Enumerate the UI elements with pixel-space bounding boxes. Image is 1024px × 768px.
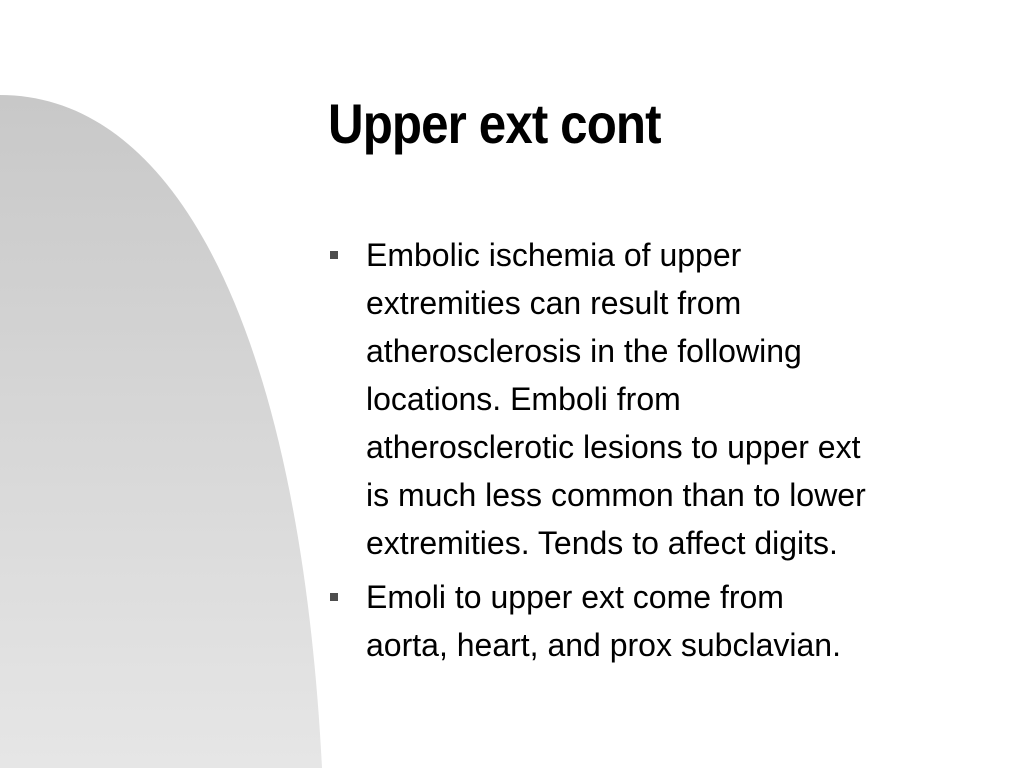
bullet-line: atherosclerosis in the following — [366, 333, 802, 369]
bullet-item — [326, 573, 1006, 669]
slide-title: Upper ext cont — [328, 92, 661, 155]
bullet-line: Emoli to upper ext come from — [366, 579, 784, 615]
bullet-line: locations. Emboli from — [366, 381, 681, 417]
bullet-item — [326, 231, 1006, 567]
background-arc — [0, 95, 322, 768]
bullet-line: is much less common than to lower — [366, 477, 866, 513]
bullet-line: extremities can result from — [366, 285, 742, 321]
bullet-list — [326, 231, 1006, 675]
square-bullet-icon — [330, 251, 338, 259]
bullet-line: Embolic ischemia of upper — [366, 237, 742, 273]
bullet-line: extremities. Tends to affect digits. — [366, 525, 838, 561]
bullet-line: aorta, heart, and prox subclavian. — [366, 627, 841, 663]
bullet-line: atherosclerotic lesions to upper ext — [366, 429, 861, 465]
square-bullet-icon — [330, 593, 338, 601]
